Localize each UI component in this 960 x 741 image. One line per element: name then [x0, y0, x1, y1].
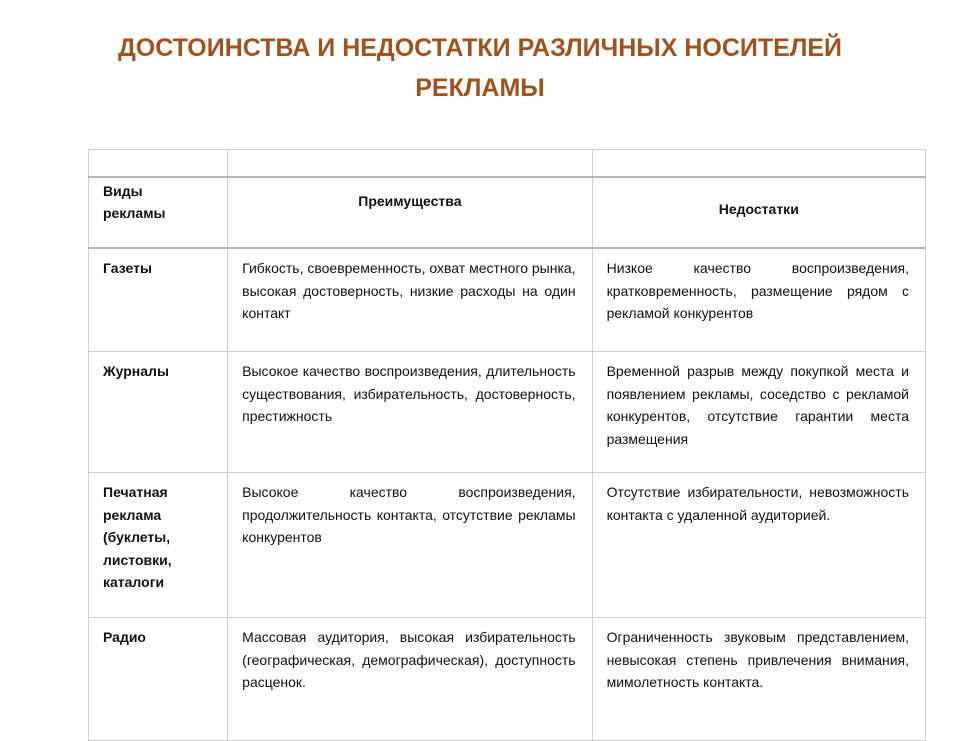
row-kind: Радио: [89, 618, 228, 741]
table-row: [89, 248, 926, 352]
title-line-1: ДОСТОИНСТВА И НЕДОСТАТКИ РАЗЛИЧНЫХ НОСИТЕЛЕЙ: [117, 34, 843, 62]
row-advantages: Массовая аудитория, высокая избирательность (географическая, демографическая), доступность расценок.: [228, 618, 592, 741]
header-disadvantages: Недостатки: [592, 177, 925, 248]
header-kind-line-2: рекламы: [103, 205, 166, 221]
header-advantages: Преимущества: [228, 177, 592, 248]
table-row: [89, 473, 926, 618]
table-row: [89, 618, 926, 741]
page-title: [40, 28, 920, 108]
table-row: [89, 352, 926, 473]
row-disadvantages: Ограниченность звуковым представлением, невысокая степень привлечения внимания, мимолетность контакта.: [592, 618, 925, 741]
row-kind: Газеты: [89, 248, 228, 352]
row-advantages: Гибкость, своевременность, охват местного рынка, высокая достоверность, низкие расходы на один контакт: [228, 248, 592, 352]
title-line-2: РЕКЛАМЫ: [415, 74, 545, 102]
header-kind: [89, 177, 228, 248]
row-kind: Журналы: [89, 352, 228, 473]
table-cell: [228, 150, 592, 178]
row-advantages: Высокое качество воспроизведения, продолжительность контакта, отсутствие рекламы конкурентов: [228, 473, 592, 618]
row-advantages: Высокое качество воспроизведения, длительность существования, избирательность, достоверность, престижность: [228, 352, 592, 473]
row-disadvantages: [592, 352, 925, 473]
row-disadvantages: Отсутствие избирательности, невозможность контакта с удаленной аудиторией.: [592, 473, 925, 618]
row-disadvantages-text: Временной разрыв между покупкой места и появлением рекламы, соседство с рекламой конкурентов, отсутствие гарантии места размещения: [606, 363, 909, 447]
table-empty-row: [89, 150, 926, 178]
comparison-table: [88, 149, 926, 741]
header-kind-line-1: Виды: [103, 183, 143, 199]
table-header-row: [89, 177, 926, 248]
table-cell: [592, 150, 925, 178]
table-cell: [89, 150, 228, 178]
row-kind: Печатная реклама (буклеты, листовки, каталоги: [89, 473, 228, 618]
row-disadvantages: Низкое качество воспроизведения, кратковременность, размещение рядом с рекламой конкурентов: [592, 248, 925, 352]
